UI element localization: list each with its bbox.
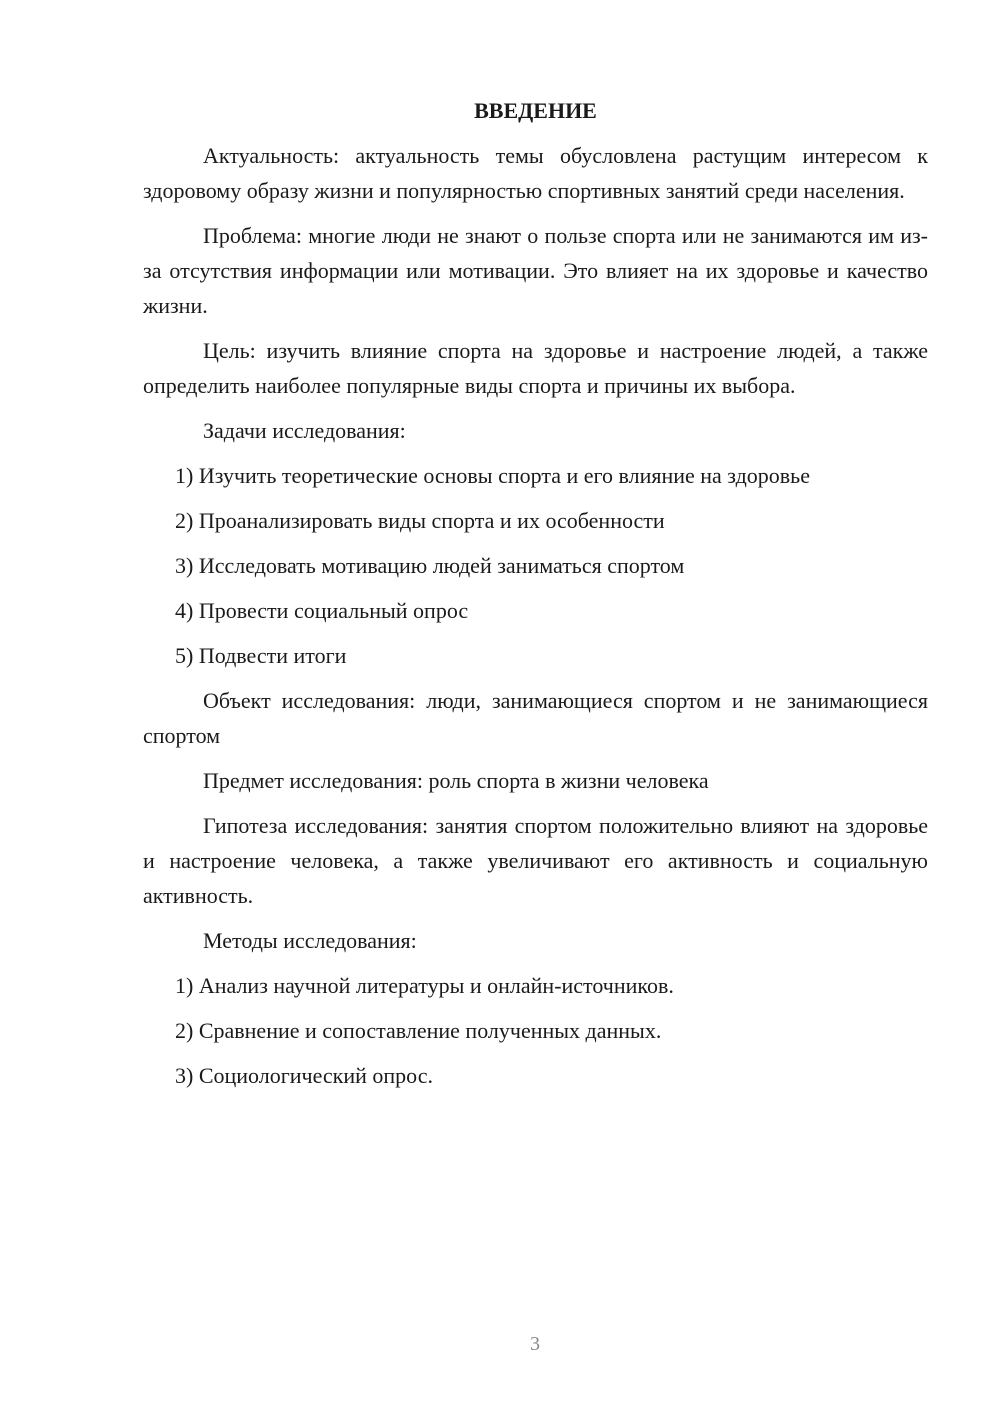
task-item: 2) Проанализировать виды спорта и их особенности — [175, 508, 665, 533]
problem-paragraph: Проблема: многие люди не знают о пользе спорта или не занимаются им из-за отсутствия информации или мотивации. Это влияет на их здоровье и качество жизни. — [143, 223, 928, 318]
hypothesis-paragraph: Гипотеза исследования: занятия спортом положительно влияют на здоровье и настроение человека, а также увеличивают его активность и социальную активность. — [143, 813, 928, 908]
task-item: 4) Провести социальный опрос — [175, 598, 469, 623]
page-content — [143, 93, 928, 1103]
object-paragraph: Объект исследования: люди, занимающиеся спортом и не занимающиеся спортом — [143, 688, 928, 748]
task-item: 5) Подвести итоги — [175, 643, 347, 668]
tasks-heading: Задачи исследования: — [203, 418, 406, 443]
section-title: ВВЕДЕНИЕ — [474, 98, 597, 123]
relevance-paragraph: Актуальность: актуальность темы обусловлена растущим интересом к здоровому образу жизни и популярностью спортивных занятий среди населения. — [143, 143, 928, 203]
methods-heading: Методы исследования: — [203, 928, 417, 953]
task-item: 1) Изучить теоретические основы спорта и его влияние на здоровье — [175, 463, 810, 488]
method-item: 3) Социологический опрос. — [175, 1063, 433, 1088]
page-number: 3 — [530, 1333, 540, 1355]
goal-paragraph: Цель: изучить влияние спорта на здоровье и настроение людей, а также определить наиболее популярные виды спорта и причины их выбора. — [143, 338, 928, 398]
method-item: 2) Сравнение и сопоставление полученных данных. — [175, 1018, 662, 1043]
method-item: 1) Анализ научной литературы и онлайн-источников. — [175, 973, 674, 998]
task-item: 3) Исследовать мотивацию людей заниматься спортом — [175, 553, 685, 578]
subject-paragraph: Предмет исследования: роль спорта в жизни человека — [203, 768, 709, 793]
